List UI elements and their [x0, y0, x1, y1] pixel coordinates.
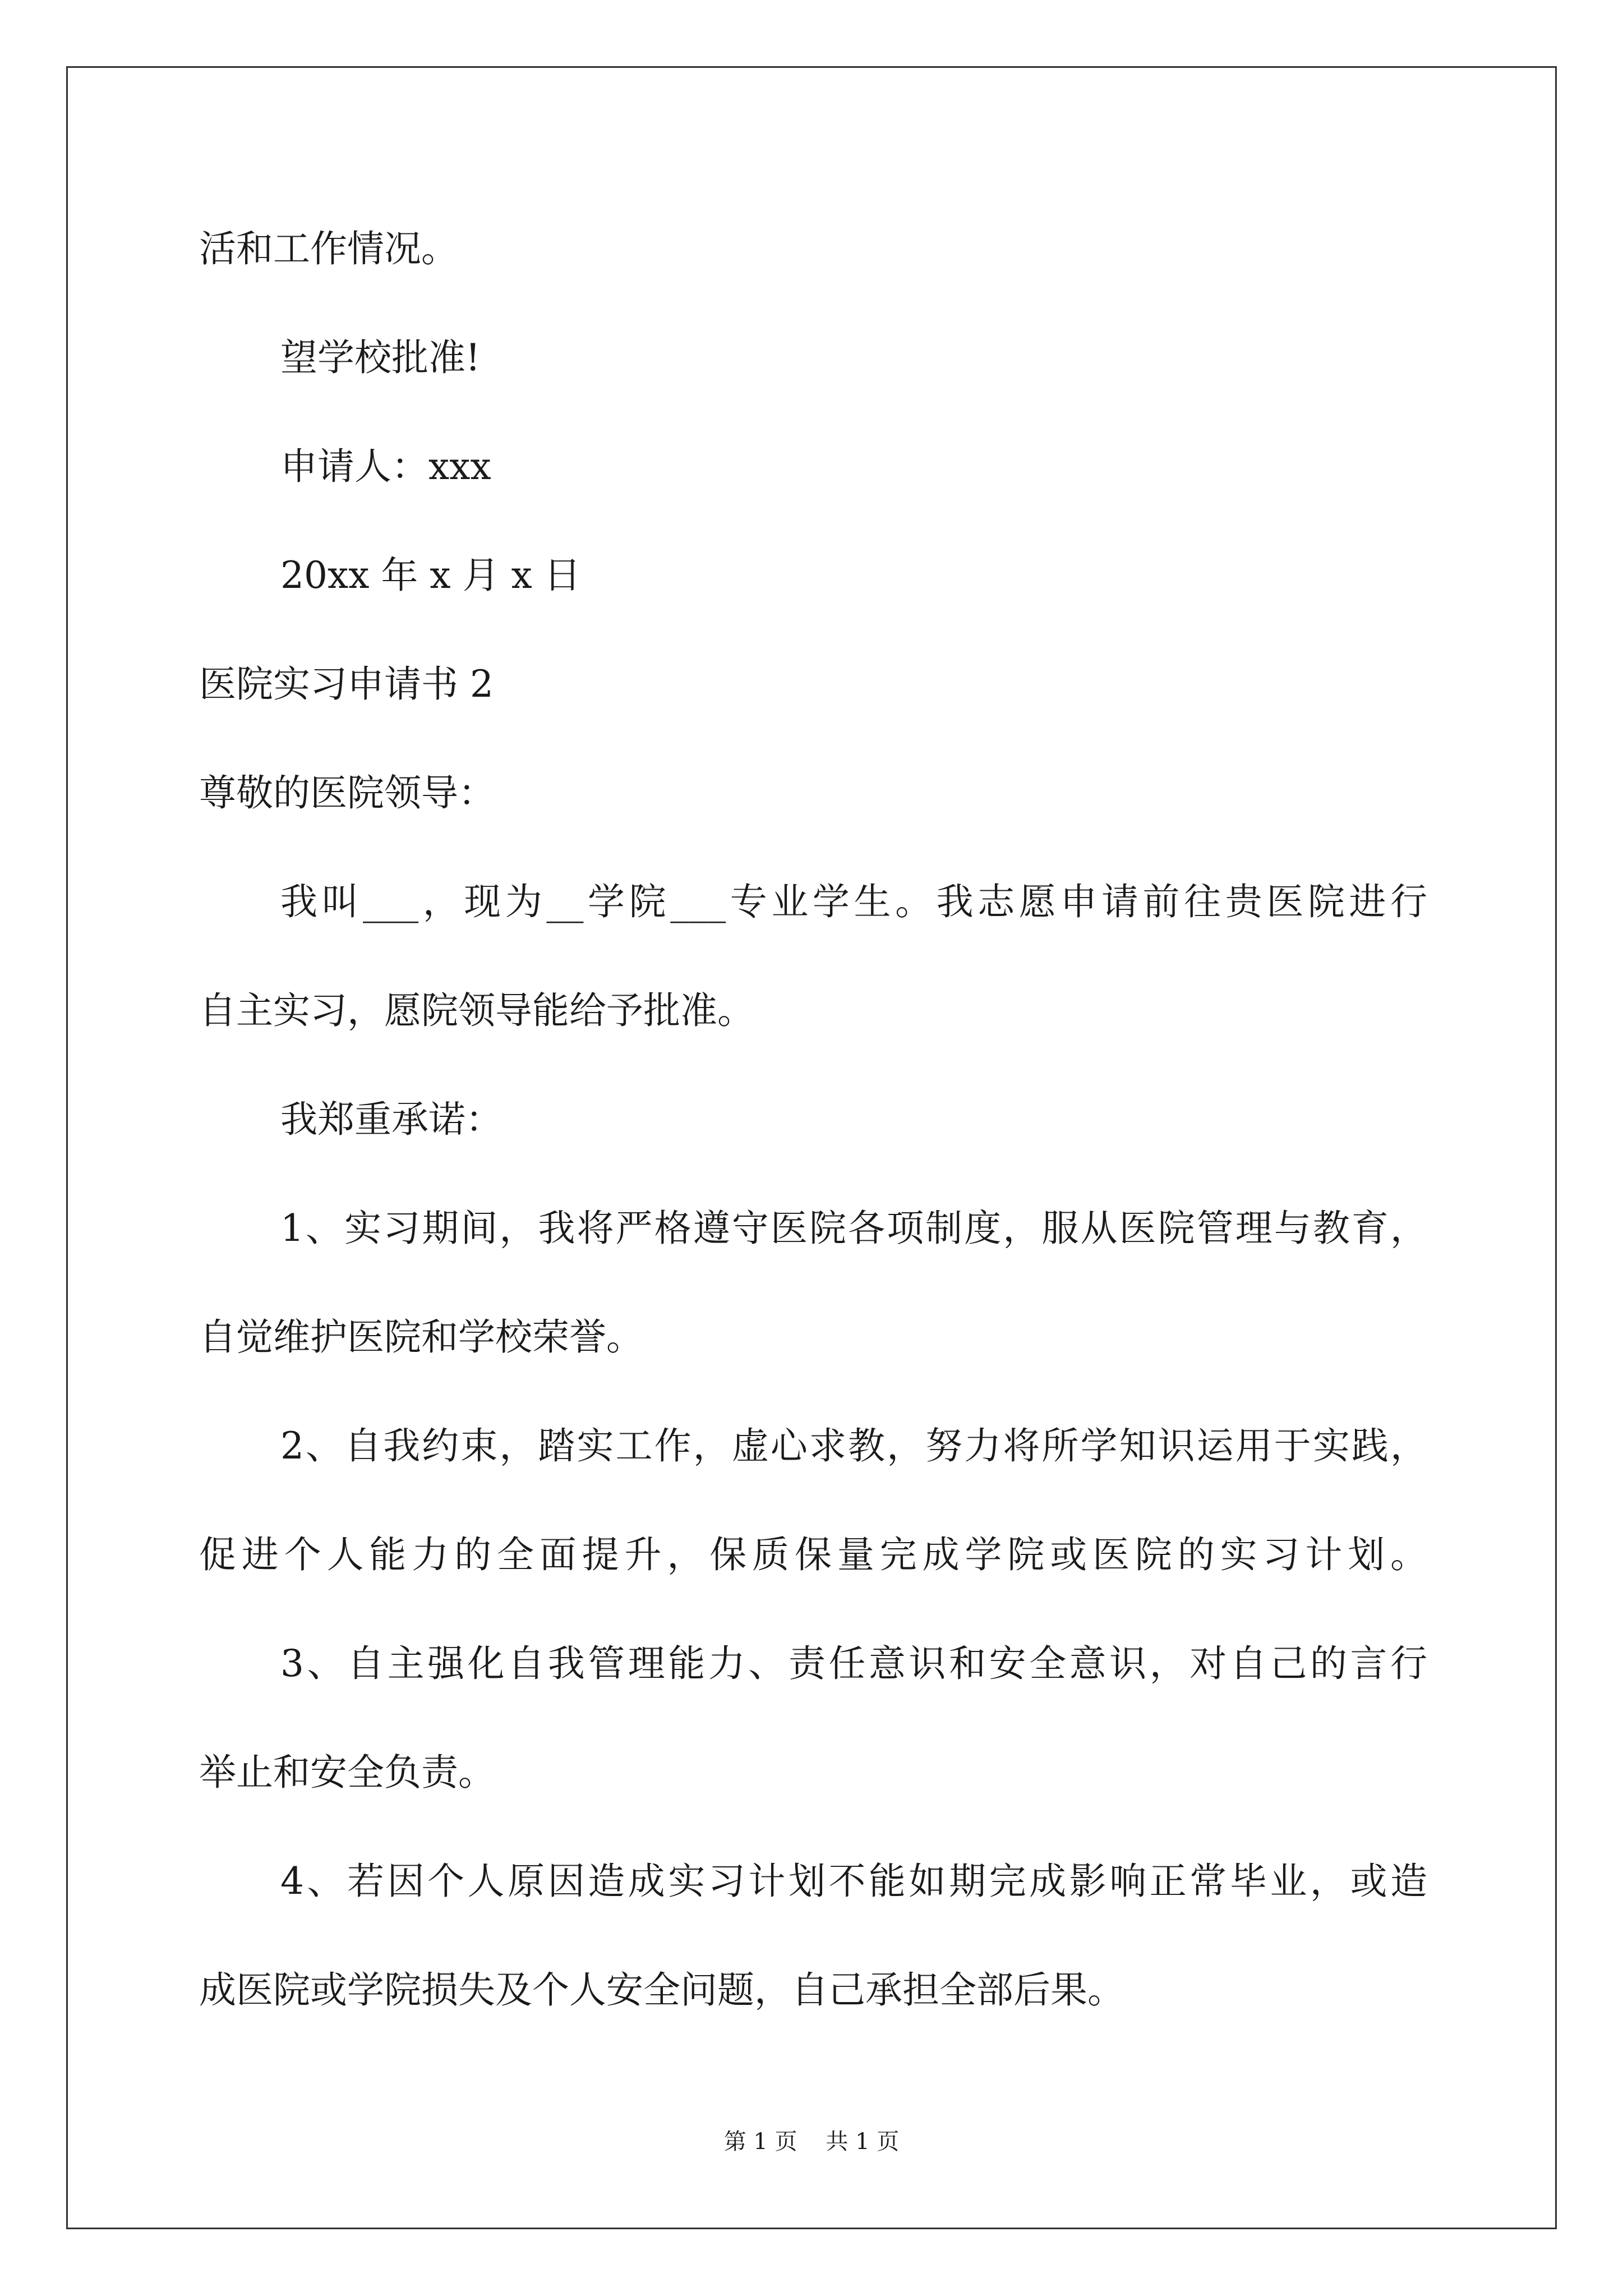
text-line: 2、自我约束，踏实工作，虚心求教，努力将所学知识运用于实践， — [280, 1424, 1427, 1467]
text-line: 活和工作情况。 — [199, 227, 458, 270]
salutation: 尊敬的医院领导： — [199, 771, 495, 815]
text-line: 举止和安全负责。 — [199, 1751, 495, 1794]
text-line: 1、实习期间，我将严格遵守医院各项制度，服从医院管理与教育， — [280, 1207, 1427, 1250]
text-line: 我郑重承诺： — [280, 1098, 502, 1141]
text-line: 望学校批准! — [280, 336, 481, 379]
text-line: 3、自主强化自我管理能力、责任意识和安全意识，对自己的言行 — [280, 1642, 1427, 1685]
page-number: 第 1 页 共 1 页 — [723, 2129, 900, 2155]
text-line: 自主实习，愿院领导能给予批准。 — [199, 989, 754, 1032]
text-line: 申请人：xxx — [280, 445, 491, 488]
text-line: 自觉维护医院和学校荣誉。 — [199, 1315, 643, 1359]
text-line: 我叫___，现为__学院___专业学生。我志愿申请前往贵医院进行 — [280, 880, 1427, 923]
text-line: 促进个人能力的全面提升，保质保量完成学院或医院的实习计划。 — [199, 1533, 1427, 1576]
section-heading: 医院实习申请书 2 — [199, 662, 494, 706]
text-line: 4、若因个人原因造成实习计划不能如期完成影响正常毕业，或造 — [280, 1860, 1427, 1903]
text-line: 成医院或学院损失及个人安全问题，自己承担全部后果。 — [199, 1968, 1124, 2012]
text-line: 20xx 年 x 月 x 日 — [280, 554, 581, 597]
